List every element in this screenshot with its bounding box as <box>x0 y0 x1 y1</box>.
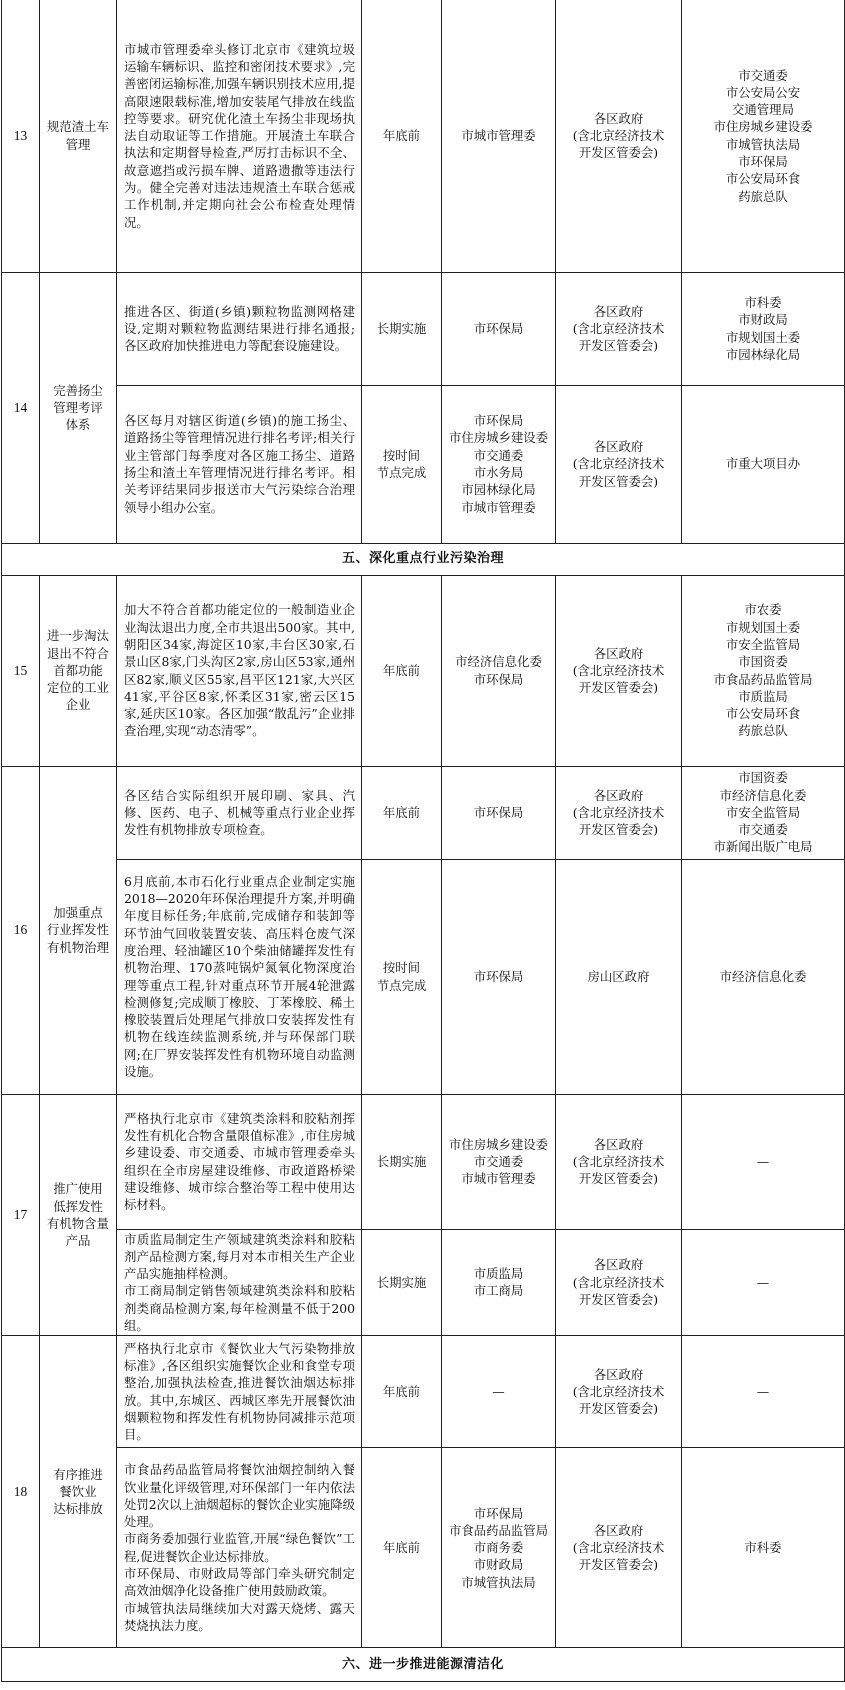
task-deadline: 按时间 节点完成 <box>362 385 442 543</box>
responsible-unit: 各区政府 (含北京经济技术 开发区管委会) <box>556 1094 682 1229</box>
lead-unit: 市环保局 <box>442 859 556 1094</box>
task-deadline: 长期实施 <box>362 1094 442 1229</box>
task-deadline: 长期实施 <box>362 1229 442 1336</box>
table-row <box>2 575 845 766</box>
table-row <box>2 1229 845 1336</box>
cooperating-units: 市交通委 市公安局公安 交通管理局 市住房城乡建设委 市城管执法局 市环保局 市公安局环食 药旅总队 <box>682 0 845 272</box>
cooperating-units: — <box>682 1336 845 1448</box>
section-row <box>2 543 845 575</box>
responsible-unit: 各区政府 (含北京经济技术 开发区管委会) <box>556 385 682 543</box>
task-content: 各区每月对辖区街道(乡镇)的施工扬尘、道路扬尘等管理情况进行排名考评;相关行业主管部门每季度对各区施工扬尘、道路扬尘和渣土车管理情况进行排名考评。相关考评结果同步报送市大气污染综合治理领导小组办公室。 <box>117 385 362 543</box>
task-number: 17 <box>2 1094 40 1336</box>
table-row <box>2 1336 845 1448</box>
cooperating-units: 市国资委 市经济信息化委 市安全监管局 市交通委 市新闻出版广电局 <box>682 766 845 859</box>
task-content: 6月底前,本市石化行业重点企业制定实施2018—2020年环保治理提升方案,并明确年度目标任务;年底前,完成储存和装卸等环节油气回收装置安装、高压料仓废气深度治理、轻油罐区10个柴油储罐挥发性有机物治理、170蒸吨锅炉氮氧化物深度治理等重点工程,针对重点环节开展4轮泄露检测修复;完成顺丁橡胶、丁苯橡胶、稀土橡胶装置后处理尾气排放口安装挥发性有机物在线连续监测系统,并与环保部门联网;在厂界安装挥发性有机物环境自动监测设施。 <box>117 859 362 1094</box>
task-name: 规范渣土车 管理 <box>40 0 117 272</box>
task-number: 13 <box>2 0 40 272</box>
task-name: 进一步淘汰 退出不符合 首都功能 定位的工业 企业 <box>40 575 117 766</box>
task-deadline: 年底前 <box>362 0 442 272</box>
task-number: 16 <box>2 766 40 1094</box>
cooperating-units: 市农委 市规划国土委 市安全监管局 市国资委 市食品药品监管局 市质监局 市公安局环食 药旅总队 <box>682 575 845 766</box>
section-heading: 六、进一步推进能源清洁化 <box>2 1648 845 1682</box>
cooperating-units: 市重大项目办 <box>682 385 845 543</box>
task-content: 加大不符合首都功能定位的一般制造业企业淘汰退出力度,全市共退出500家。其中,朝阳区34家,海淀区10家,丰台区30家,石景山区8家,门头沟区2家,房山区53家,通州区82家,顺义区55家,昌平区121家,大兴区41家,平谷区8家,怀柔区31家,密云区15家,延庆区10家。各区加强“散乱污”企业排查治理,实现“动态清零”。 <box>117 575 362 766</box>
table-row <box>2 859 845 1094</box>
cooperating-units: 市经济信息化委 <box>682 859 845 1094</box>
lead-unit: 市环保局 市食品药品监管局 市商务委 市财政局 市城管执法局 <box>442 1448 556 1648</box>
task-deadline: 长期实施 <box>362 272 442 385</box>
section-row <box>2 1648 845 1682</box>
task-name: 有序推进 餐饮业 达标排放 <box>40 1336 117 1648</box>
task-number: 14 <box>2 272 40 543</box>
task-number: 18 <box>2 1336 40 1648</box>
task-content: 市食品药品监管局将餐饮油烟控制纳入餐饮业量化评级管理,对环保部门一年内依法处罚2次以上油烟超标的餐饮企业实施降级处理。 市商务委加强行业监管,开展“绿色餐饮”工程,促进餐饮企业达标排放。 市环保局、市财政局等部门牵头研究制定高效油烟净化设备推广使用鼓励政策。 市城管执法局继续加大对露天烧烤、露天焚烧执法力度。 <box>117 1448 362 1648</box>
lead-unit: 市质监局 市工商局 <box>442 1229 556 1336</box>
table-row <box>2 766 845 859</box>
lead-unit: 市环保局 <box>442 766 556 859</box>
task-deadline: 年底前 <box>362 1448 442 1648</box>
lead-unit: 市城市管理委 <box>442 0 556 272</box>
task-content: 严格执行北京市《餐饮业大气污染物排放标准》,各区组织实施餐饮企业和食堂专项整治,加强执法检查,推进餐饮油烟达标排放。其中,东城区、西城区率先开展餐饮油烟颗粒物和挥发性有机物协同减排示范项目。 <box>117 1336 362 1448</box>
responsible-unit: 各区政府 (含北京经济技术 开发区管委会) <box>556 766 682 859</box>
responsible-unit: 各区政府 (含北京经济技术 开发区管委会) <box>556 1448 682 1648</box>
responsible-unit: 各区政府 (含北京经济技术 开发区管委会) <box>556 0 682 272</box>
task-number: 15 <box>2 575 40 766</box>
cooperating-units: 市科委 市财政局 市规划国土委 市园林绿化局 <box>682 272 845 385</box>
task-content: 严格执行北京市《建筑类涂料和胶粘剂挥发性有机化合物含量限值标准》,市住房城乡建设委、市交通委、市城市管理委牵头组织在全市房屋建设维修、市政道路桥梁建设维修、城市综合整治等工程中使用达标材料。 <box>117 1094 362 1229</box>
task-deadline: 年底前 <box>362 1336 442 1448</box>
task-deadline: 年底前 <box>362 766 442 859</box>
task-content: 市质监局制定生产领域建筑类涂料和胶粘剂产品检测方案,每月对本市相关生产企业产品实施抽样检测。 市工商局制定销售领域建筑类涂料和胶粘剂类商品检测方案,每年检测量不低于200组。 <box>117 1229 362 1336</box>
task-content: 各区结合实际组织开展印刷、家具、汽修、医药、电子、机械等重点行业企业挥发性有机物排放专项检查。 <box>117 766 362 859</box>
task-content: 市城市管理委牵头修订北京市《建筑垃圾运输车辆标识、监控和密闭技术要求》,完善密闭运输标准,加强车辆识别技术应用,提高限速限载标准,增加安装尾气排放在线监控等要求。研究优化渣土车扬尘非现场执法自动取证等工作措施。开展渣土车联合执法和定期督导检查,严厉打击标识不全、故意遮挡或污损车牌、道路遗撒等违法行为。健全完善对违法违规渣土车联合惩戒工作机制,并定期向社会公布检查处理情况。 <box>117 0 362 272</box>
responsible-unit: 各区政府 (含北京经济技术 开发区管委会) <box>556 575 682 766</box>
table-row <box>2 1094 845 1229</box>
task-content: 推进各区、街道(乡镇)颗粒物监测网格建设,定期对颗粒物监测结果进行排名通报;各区政府加快推进电力等配套设施建设。 <box>117 272 362 385</box>
cooperating-units: — <box>682 1094 845 1229</box>
table-row <box>2 272 845 385</box>
task-name: 推广使用 低挥发性 有机物含量 产品 <box>40 1094 117 1336</box>
lead-unit: — <box>442 1336 556 1448</box>
task-name: 加强重点 行业挥发性 有机物治理 <box>40 766 117 1094</box>
responsible-unit: 各区政府 (含北京经济技术 开发区管委会) <box>556 1229 682 1336</box>
table-row <box>2 1448 845 1648</box>
responsible-unit: 各区政府 (含北京经济技术 开发区管委会) <box>556 1336 682 1448</box>
lead-unit: 市环保局 市住房城乡建设委 市交通委 市水务局 市园林绿化局 市城市管理委 <box>442 385 556 543</box>
task-deadline: 年底前 <box>362 575 442 766</box>
lead-unit: 市环保局 <box>442 272 556 385</box>
section-heading: 五、深化重点行业污染治理 <box>2 543 845 575</box>
responsible-unit: 各区政府 (含北京经济技术 开发区管委会) <box>556 272 682 385</box>
task-deadline: 按时间 节点完成 <box>362 859 442 1094</box>
cooperating-units: 市科委 <box>682 1448 845 1648</box>
cooperating-units: — <box>682 1229 845 1336</box>
task-name: 完善扬尘 管理考评 体系 <box>40 272 117 543</box>
responsible-unit: 房山区政府 <box>556 859 682 1094</box>
lead-unit: 市住房城乡建设委 市交通委 市城市管理委 <box>442 1094 556 1229</box>
task-table <box>1 0 845 1682</box>
table-row <box>2 0 845 272</box>
table-row <box>2 385 845 543</box>
lead-unit: 市经济信息化委 市环保局 <box>442 575 556 766</box>
